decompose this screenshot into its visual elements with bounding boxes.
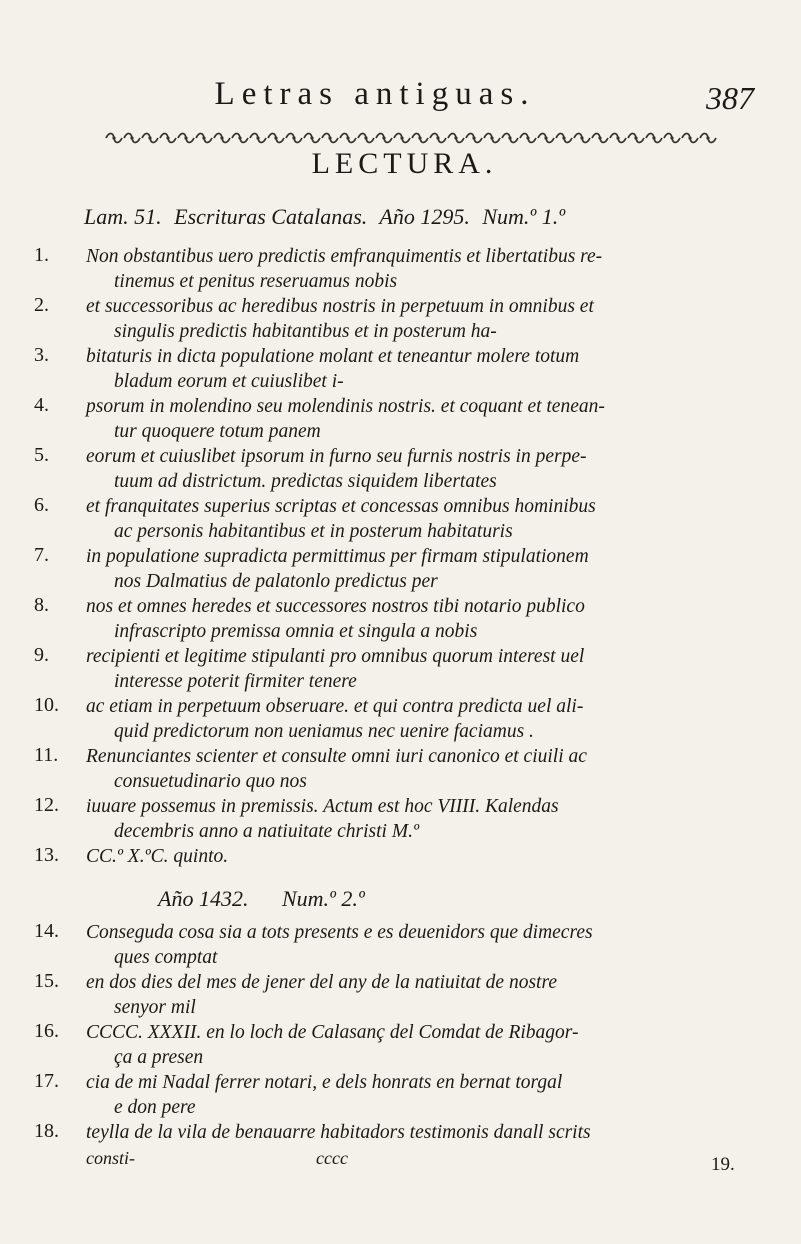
page-number: 387: [706, 80, 754, 116]
line-number: 5.: [34, 444, 49, 466]
line-text: cia de mi Nadal ferrer notari, e dels honrats en bernat torgal e don pere: [86, 1072, 563, 1118]
line-text: nos et omnes heredes et successores nostros tibi notario publico infrascripto premissa omnia et singula a nobis: [86, 596, 585, 642]
line-text: recipienti et legitime stipulanti pro omnibus quorum interest uel interesse poterit firmiter tenere: [86, 646, 585, 692]
plate-year: Año 1295.: [379, 204, 470, 229]
line-number: 1.: [34, 244, 49, 266]
line-number: 18.: [34, 1120, 59, 1142]
plate-label: Lam. 51.: [84, 204, 162, 229]
line-number: 14.: [34, 920, 59, 942]
line-text: teylla de la vila de benauarre habitadors testimonis danall scrits: [86, 1122, 591, 1143]
line-text: en dos dies del mes de jener del any de la natiuitat de nostre senyor mil: [86, 972, 557, 1018]
catchword-right: 19.: [711, 1154, 735, 1175]
line-text: et franquitates superius scriptas et concessas omnibus hominibus ac personis habitantibus et in posterum habitaturis: [86, 496, 596, 542]
plate-title: Escrituras Catalanas.: [174, 204, 368, 229]
running-title: Letras antiguas.: [214, 76, 536, 112]
line-number: 16.: [34, 1020, 59, 1042]
line-text: et successoribus ac heredibus nostris in perpetuum in omnibus et singulis predictis habitantibus et in posterum ha-: [86, 296, 594, 342]
line-number: 7.: [34, 544, 49, 566]
catchword-middle: cccc: [316, 1148, 348, 1168]
line-number: 6.: [34, 494, 49, 516]
line-number: 17.: [34, 1070, 59, 1092]
line-text: Renunciantes scienter et consulte omni iuri canonico et ciuili ac consuetudinario quo nos: [86, 746, 587, 792]
catchword-left: consti-: [86, 1148, 135, 1168]
line-number: 8.: [34, 594, 49, 616]
running-head: [0, 76, 801, 126]
line-number: 10.: [34, 694, 59, 716]
block-2-number: Num.º 2.º: [281, 886, 365, 911]
block-2-year: Año 1432.: [158, 886, 249, 911]
line-number: 11.: [34, 744, 59, 766]
section-heading: LECTURA.: [311, 147, 498, 180]
line-text: Conseguda cosa sia a tots presents e es deuenidors que dimecres ques comptat: [86, 922, 593, 968]
block-2-heading: [158, 886, 718, 912]
line-number: 12.: [34, 794, 59, 816]
ornament-rule: [105, 131, 717, 145]
line-text: ac etiam in perpetuum obseruare. et qui contra predicta uel ali- quid predictorum non ueniamus nec uenire faciamus .: [86, 696, 584, 742]
line-text: in populatione supradicta permittimus per firmam stipulationem nos Dalmatius de palatonlo predictus per: [86, 546, 589, 592]
line-text: CCCC. XXXII. en lo loch de Calasanç del Comdat de Ribagor- ça a presen: [86, 1022, 579, 1068]
line-number: 4.: [34, 394, 49, 416]
line-text: Non obstantibus uero predictis emfranquimentis et libertatibus re- tinemus et penitus reseruamus nobis: [86, 246, 603, 292]
line-number: 13.: [34, 844, 59, 866]
line-text: bitaturis in dicta populatione molant et teneantur molere totum bladum eorum et cuiuslibet i-: [86, 346, 580, 392]
plate-heading: [84, 204, 734, 230]
line-number: 15.: [34, 970, 59, 992]
line-text: eorum et cuiuslibet ipsorum in furno seu furnis nostris in perpe- tuum ad districtum. predictas siquidem libertates: [86, 446, 587, 492]
line-text: CC.º X.ºC. quinto.: [86, 846, 229, 867]
line-text: iuuare possemus in premissis. Actum est hoc VIIII. Kalendas decembris anno a natiuitate christi M.º: [86, 796, 559, 842]
line-number: 2.: [34, 294, 49, 316]
line-number: 3.: [34, 344, 49, 366]
line-text: psorum in molendino seu molendinis nostris. et coquant et tenean- tur quoquere totum panem: [86, 396, 605, 442]
plate-number: Num.º 1.º: [482, 204, 566, 229]
line-number: 9.: [34, 644, 49, 666]
